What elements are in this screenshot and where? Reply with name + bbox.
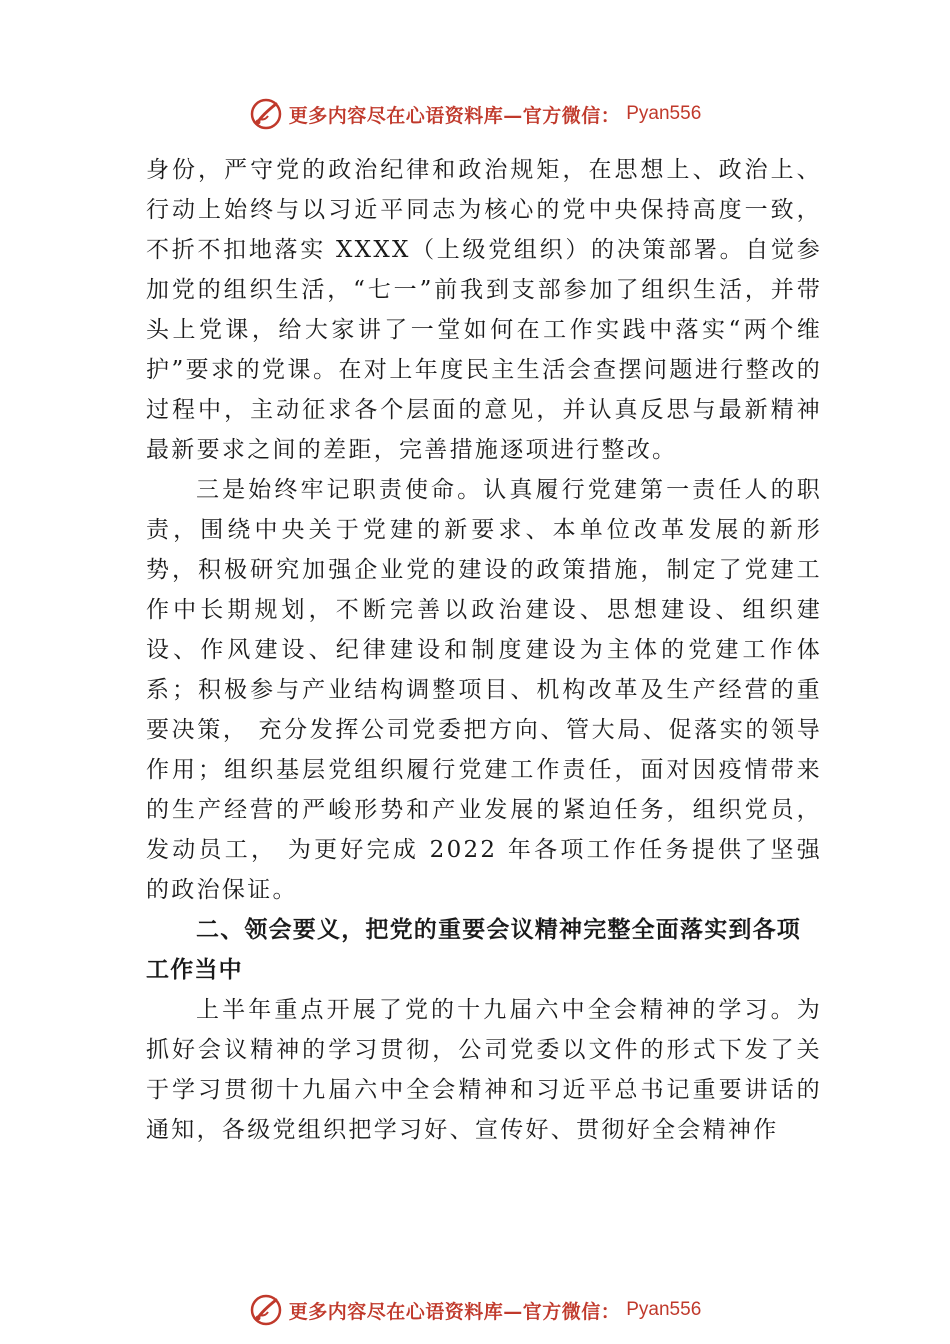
watermark-footer <box>0 1290 950 1330</box>
document-body <box>146 150 822 1150</box>
paragraph-3: 上半年重点开展了党的十九届六中全会精神的学习。为抓好会议精神的学习贯彻，公司党委以文件的形式下发了关于学习贯彻十九届六中全会精神和习近平总书记重要讲话的通知，各级党组织把学习好、宣传好、贯彻好全会精神作 <box>146 997 822 1143</box>
brush-logo-icon <box>249 1293 283 1327</box>
paragraph-2: 三是始终牢记职责使命。认真履行党建第一责任人的职责，围绕中央关于党建的新要求、本单位改革发展的新形势，积极研究加强企业党的建设的政策措施，制定了党建工作中长期规划，不断完善以政治建设、思想建设、组织建设、作风建设、纪律建设和制度建设为主体的党建工作体系；积极参与产业结构调整项目、机构改革及生产经营的重要决策， 充分发挥公司党委把方向、管大局、促落实的领导作用；组织基层党组织履行党建工作责任，面对因疫情带来的生产经营的严峻形势和产业发展的紧迫任务，组织党员，发动员工， 为更好完成 2022 年各项工作任务提供了坚强的政治保证。 <box>146 477 822 903</box>
watermark-header <box>0 94 950 134</box>
watermark-account: Pyan556 <box>626 103 702 124</box>
watermark-account: Pyan556 <box>626 1299 702 1320</box>
brush-logo-icon <box>249 97 283 131</box>
paragraph-1: 身份，严守党的政治纪律和政治规矩，在思想上、政治上、 行动上始终与以习近平同志为核心的党中央保持高度一致， 不折不扣地落实 XXXX（上级党组织）的决策部署。自觉参加党的组织生活，“七一”前我到支部参加了组织生活，并带头上党课，给大家讲了一堂如何在工作实践中落实“两个维护”要求的党课。在对上年度民主生活会查摆问题进行整改的过程中，主动征求各个层面的意见，并认真反思与最新精神最新要求之间的差距，完善措施逐项进行整改。 <box>146 157 822 463</box>
section-heading: 二、领会要义，把党的重要会议精神完整全面落实到各项工作当中 <box>146 917 801 983</box>
watermark-text: 更多内容尽在心语资料库—官方微信： <box>288 104 621 127</box>
watermark-text: 更多内容尽在心语资料库—官方微信： <box>288 1300 621 1323</box>
